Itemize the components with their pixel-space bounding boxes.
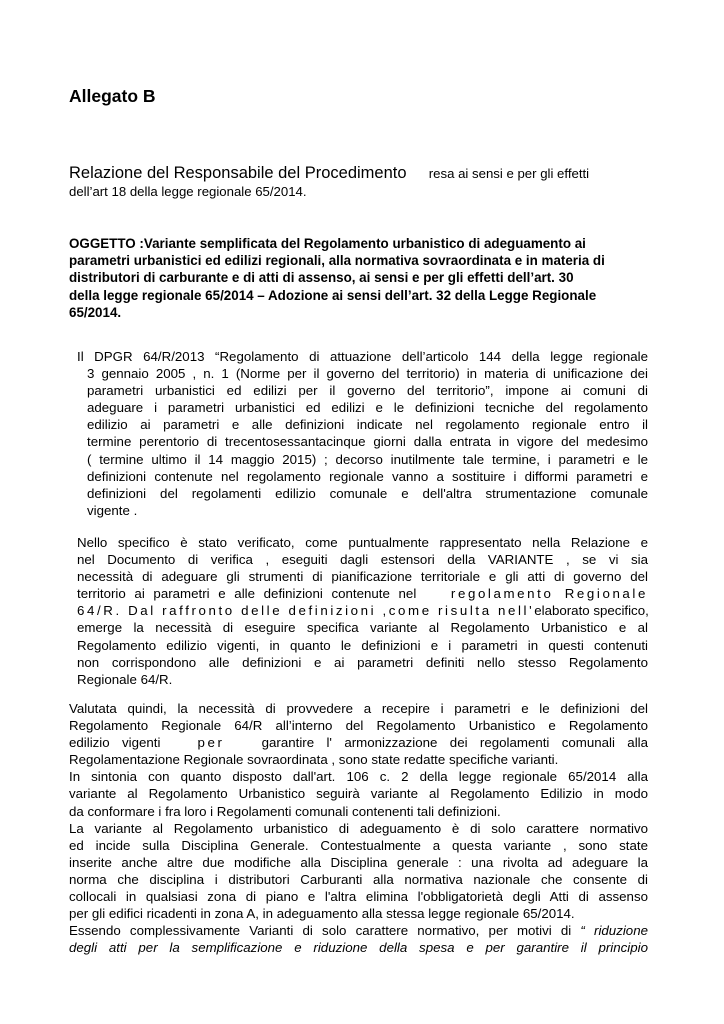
text-line: da conformare i fra loro i Regolamenti comunali contenenti tali definizioni. (69, 803, 501, 819)
text-fragment-italic: “ riduzione (580, 923, 648, 939)
text-line: collocali in qualsiasi zona di piano e l'altra elimina l'obbligatorietà degli Atti di assenso (69, 889, 648, 905)
paragraph-verification (77, 534, 648, 688)
text-line: nel Documento di verifica , eseguiti dagli estensori della VARIANTE , se vi sia (77, 552, 648, 568)
subject-line: distributori di carburante e di atti di assenso, ai sensi e per gli effetti dell’art. 30 (69, 270, 574, 286)
text-line: parametri urbanistici ed edilizi per il governo del territorio”, impone ai comuni di (87, 383, 648, 399)
report-heading-suffix: resa ai sensi e per gli effetti (428, 166, 590, 181)
text-line: non corrispondono alle definizioni e ai parametri definiti nello stesso Regolamento (77, 654, 648, 670)
text-line: variante al Regolamento Urbanistico seguirà variante al Regolamento Edilizio in modo (69, 786, 648, 802)
text-line: ( termine ultimo il 14 maggio 2015) ; decorso inutilmente tale termine, i parametri e le (87, 451, 648, 467)
text-line: 3 gennaio 2005 , n. 1 (Norme per il governo del territorio) in materia di unificazione dei (87, 366, 648, 382)
text-fragment: garantire l' armonizzazione dei regolamenti comunali alla (261, 735, 649, 751)
text-fragment-spaced: regolamento Regionale (450, 586, 648, 602)
text-line: Nello specifico è stato verificato, come puntualmente rappresentato nella Relazione e (77, 535, 648, 550)
report-heading-line-1 (69, 164, 669, 183)
text-fragment: elaborato specifico, (534, 603, 649, 619)
subject-line: OGGETTO :Variante semplificata del Regolamento urbanistico di adeguamento ai (69, 236, 586, 251)
paragraph-dpgr (77, 348, 648, 519)
report-heading-line-2: dell’art 18 della legge regionale 65/2014. (69, 184, 307, 199)
text-line: vigente . (87, 502, 138, 518)
text-line: La variante al Regolamento urbanistico di adeguamento è di solo carattere normativo (69, 820, 648, 836)
text-fragment: edilizio vigenti (69, 735, 161, 751)
subject-line: della legge regionale 65/2014 – Adozione ai sensi dell’art. 32 della Legge Regionale (69, 287, 597, 303)
subject-line: parametri urbanistici ed edilizi regionali, alla normativa sovraordinata e in materia di (69, 253, 605, 269)
text-line: edilizio ai parametri e alle definizioni indicate nel regolamento regionale entro il (87, 417, 648, 433)
text-line: definizioni contenute nel regolamento regionale vanno a sostituire i difformi parametri e (87, 468, 648, 484)
text-line: Regolamentazione Regionale sovraordinata , sono state redatte specifiche varianti. (69, 752, 559, 768)
text-line: adeguare i parametri urbanistici ed edilizi e le definizioni tecniche del regolamento (87, 400, 648, 416)
report-heading (69, 164, 669, 199)
text-line: Regolamento edilizio vigenti, in quanto le definizioni e i parametri in questi contenuti (77, 637, 648, 653)
text-line-italic: degli atti per la semplificazione e riduzione della spesa e per garantire il principio (69, 940, 648, 956)
text-line: Regionale 64/R. (77, 671, 173, 687)
text-line: termine perentorio di trecentosessantacinque giorni dalla entrata in vigore del medesimo (87, 434, 648, 450)
subject-line: 65/2014. (69, 304, 122, 320)
text-fragment-spaced: per (197, 735, 225, 751)
text-line (69, 734, 648, 751)
text-line: per gli edifici ricadenti in zona A, in adeguamento alla stessa legge regionale 65/2014. (69, 906, 575, 922)
text-line: emerge la necessità di eseguire specifica variante al Regolamento Urbanistico e al (77, 620, 648, 636)
text-line: Regolamento Regionale 64/R all’interno del Regolamento Urbanistico e Regolamento (69, 718, 648, 734)
text-fragment-spaced: 64/R. Dal raffronto delle definizioni ,come risulta nell' (77, 603, 535, 619)
text-fragment: Essendo complessivamente Varianti di solo carattere normativo, per motivi di (69, 923, 572, 939)
report-heading-main: Relazione del Responsabile del Procedimento (69, 164, 407, 182)
text-line: norma che disciplina i distributori Carburanti alla normativa nazionale che consente di (69, 871, 648, 887)
text-fragment: territorio ai parametri e alle definizioni contenute nel (77, 586, 417, 602)
text-line: inserite anche altre due modifiche alla Disciplina generale : una rivolta ad adeguare la (69, 854, 648, 870)
text-line: definizioni del regolamenti edilizio comunale e dell'altra strumentazione comunale (87, 485, 648, 501)
text-line: Il DPGR 64/R/2013 “Regolamento di attuazione dell’articolo 144 della legge regionale (77, 349, 648, 364)
attachment-title: Allegato B (69, 86, 156, 106)
subject-block (69, 235, 659, 321)
text-line: Valutata quindi, la necessità di provvedere a recepire i parametri e le definizioni del (69, 701, 648, 716)
text-line: In sintonia con quanto disposto dall'art. 106 c. 2 della legge regionale 65/2014 alla (69, 769, 648, 785)
text-line (77, 602, 648, 619)
text-line (77, 585, 648, 602)
paragraph-evaluation (69, 700, 648, 956)
text-line (69, 922, 648, 939)
text-line: necessità di adeguare gli strumenti di pianificazione territoriale e gli atti di governo del (77, 569, 648, 585)
text-line: ed incide sulla Disciplina Generale. Contestualmente a questa variante , sono state (69, 837, 648, 853)
